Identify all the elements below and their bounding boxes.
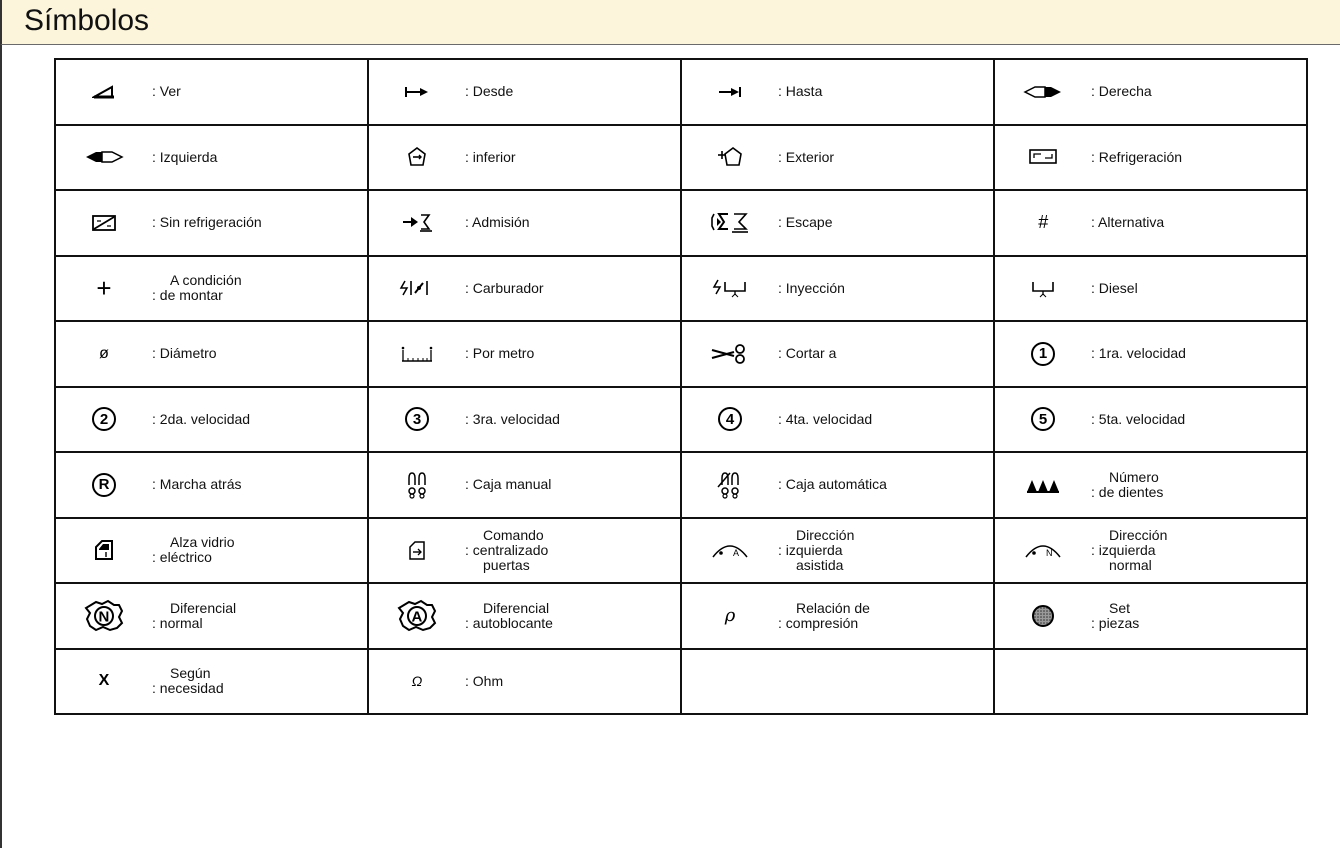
symbol-label — [465, 601, 553, 631]
right-arrow-icon — [995, 72, 1091, 112]
symbol-label — [1091, 215, 1164, 230]
symbol-label — [778, 281, 845, 296]
symbol-label-line: : eléctrico — [152, 549, 212, 566]
hash-icon: # — [1037, 212, 1048, 233]
symbol-cell — [55, 190, 368, 256]
symbol-label-line: : de dientes — [1091, 483, 1164, 500]
symbol-cell — [55, 583, 368, 649]
symbol-label — [1091, 470, 1163, 500]
symbol-label — [152, 666, 224, 696]
symbol-label-line: : Marcha atrás — [152, 476, 242, 493]
symbol-label-line: : Refrigeración — [1091, 148, 1183, 165]
symbol-label-line: : piezas — [1091, 614, 1140, 631]
left-arrow-icon — [56, 137, 152, 177]
symbol-cell — [368, 321, 681, 387]
symbol-label — [1091, 528, 1167, 573]
teeth-icon — [995, 465, 1091, 505]
table-row — [55, 387, 1307, 453]
symbol-cell — [994, 452, 1307, 518]
symbol-cell — [368, 256, 681, 322]
symbol-cell — [681, 649, 994, 715]
symbols-table — [54, 58, 1308, 715]
symbol-label — [1091, 346, 1186, 361]
symbol-label-line: : Diámetro — [152, 345, 217, 362]
symbol-label — [1091, 84, 1152, 99]
symbol-label — [152, 412, 250, 427]
intake-icon — [369, 203, 465, 243]
symbol-label — [465, 477, 551, 492]
symbol-label-line: Dirección — [796, 526, 855, 543]
svg-text:A: A — [733, 548, 740, 559]
symbol-cell — [994, 518, 1307, 584]
symbol-cell — [55, 59, 368, 125]
table-row — [55, 256, 1307, 322]
symbol-label-line: : Admisión — [465, 214, 530, 231]
symbol-cell — [994, 649, 1307, 715]
symbol-label — [465, 528, 548, 573]
symbol-cell — [55, 452, 368, 518]
symbol-label-line: Dirección — [1109, 526, 1168, 543]
diesel-icon — [995, 268, 1091, 308]
gear-5-icon: 5 — [995, 399, 1091, 439]
normal-steering-icon — [995, 530, 1091, 570]
exterior-icon — [682, 137, 778, 177]
diameter-icon: ø — [99, 344, 109, 362]
symbol-label — [778, 528, 854, 573]
symbol-label-line: Alza vidrio — [170, 534, 235, 551]
symbol-label-line: Diferencial — [170, 599, 237, 616]
symbol-cell — [681, 518, 994, 584]
exhaust-icon — [682, 203, 778, 243]
self-locking-differential-icon — [369, 596, 465, 636]
gear-3-icon: 3 — [369, 399, 465, 439]
symbol-cell — [994, 583, 1307, 649]
arrow-to-icon — [682, 72, 778, 112]
arrow-from-icon — [369, 72, 465, 112]
symbol-label-line: : izquierda — [778, 541, 843, 558]
symbol-cell — [55, 256, 368, 322]
symbol-label — [465, 412, 560, 427]
symbol-label-line: : 5ta. velocidad — [1091, 410, 1186, 427]
compression-ratio-icon: ρ — [724, 605, 736, 627]
symbol-cell — [681, 125, 994, 191]
symbol-label — [465, 281, 544, 296]
symbol-label-line: : Cortar a — [778, 345, 837, 362]
scissors-icon — [682, 334, 778, 374]
symbol-cell — [368, 190, 681, 256]
page-title: Símbolos — [24, 4, 150, 37]
symbol-cell — [681, 256, 994, 322]
symbol-cell — [368, 387, 681, 453]
symbol-label-line: : autoblocante — [465, 614, 553, 631]
plus-icon: + — [96, 272, 112, 303]
symbol-label-line: : Diesel — [1091, 279, 1138, 296]
symbol-label — [465, 215, 530, 230]
symbol-label-line: Número — [1109, 468, 1159, 485]
table-row — [55, 649, 1307, 715]
symbol-label — [152, 535, 235, 565]
symbol-label-line: : Hasta — [778, 83, 823, 100]
symbol-label-line: Set — [1109, 599, 1131, 616]
symbol-cell — [368, 125, 681, 191]
symbol-cell — [994, 125, 1307, 191]
symbol-cell — [994, 256, 1307, 322]
symbol-label-line: : Derecha — [1091, 83, 1152, 100]
gear-4-icon: 4 — [682, 399, 778, 439]
symbol-label-line: asistida — [796, 556, 844, 573]
wedge-icon — [56, 72, 152, 112]
symbol-label — [152, 477, 241, 492]
symbol-label-line: : de montar — [152, 287, 223, 304]
symbol-cell — [55, 321, 368, 387]
symbol-cell — [681, 59, 994, 125]
symbol-label-line: puertas — [483, 556, 530, 573]
page-header — [0, 0, 1340, 45]
table-row — [55, 452, 1307, 518]
symbol-label — [152, 346, 217, 361]
symbol-cell — [681, 452, 994, 518]
table-row — [55, 583, 1307, 649]
symbol-label — [778, 601, 870, 631]
symbol-label — [152, 601, 236, 631]
symbol-cell — [55, 387, 368, 453]
symbol-cell — [368, 649, 681, 715]
symbol-label-line: : 1ra. velocidad — [1091, 345, 1186, 362]
symbol-label — [778, 84, 822, 99]
symbol-cell — [681, 190, 994, 256]
symbol-label — [778, 412, 872, 427]
symbol-cell — [55, 518, 368, 584]
symbol-cell — [681, 387, 994, 453]
symbol-label-line: : Ohm — [465, 672, 504, 689]
manual-gearbox-icon — [369, 465, 465, 505]
gear-1-icon: 1 — [995, 334, 1091, 374]
symbol-label — [465, 150, 516, 165]
symbol-cell — [994, 59, 1307, 125]
symbol-cell — [55, 125, 368, 191]
cooling-icon — [995, 137, 1091, 177]
symbol-label-line: : centralizado — [465, 541, 549, 558]
symbol-cell — [994, 190, 1307, 256]
symbol-label — [778, 477, 887, 492]
symbol-label-line: Diferencial — [483, 599, 550, 616]
symbol-label-line: : 2da. velocidad — [152, 410, 251, 427]
symbol-label-line: : Caja manual — [465, 476, 552, 493]
symbol-cell — [368, 59, 681, 125]
power-window-icon — [56, 530, 152, 570]
table-row — [55, 59, 1307, 125]
symbol-label-line: : Carburador — [465, 279, 544, 296]
normal-differential-icon — [56, 596, 152, 636]
symbol-label-line: : Inyección — [778, 279, 845, 296]
symbol-cell — [681, 321, 994, 387]
inner-icon — [369, 137, 465, 177]
symbol-label-line: : Por metro — [465, 345, 535, 362]
gear-2-icon: 2 — [56, 399, 152, 439]
symbol-cell — [55, 649, 368, 715]
symbol-label-line: : normal — [152, 614, 203, 631]
symbol-label — [778, 346, 836, 361]
symbol-label — [778, 215, 832, 230]
symbol-label-line: : necesidad — [152, 680, 224, 697]
symbol-label-line: : Escape — [778, 214, 833, 231]
svg-text:N: N — [98, 608, 110, 626]
symbol-cell — [368, 518, 681, 584]
symbol-label-line: : Izquierda — [152, 148, 218, 165]
symbol-label — [152, 84, 181, 99]
symbol-label-line: : 4ta. velocidad — [778, 410, 873, 427]
symbol-label-line: Comando — [483, 526, 544, 543]
symbol-label-line: : Ver — [152, 83, 181, 100]
symbol-label-line: : Exterior — [778, 148, 835, 165]
symbol-label — [465, 84, 513, 99]
symbol-cell — [681, 583, 994, 649]
as-needed-icon: X — [98, 672, 110, 690]
table-row — [55, 190, 1307, 256]
symbol-label-line: : Desde — [465, 83, 514, 100]
carburetor-icon — [369, 268, 465, 308]
symbol-label — [465, 346, 534, 361]
symbol-label — [1091, 601, 1139, 631]
symbol-label-line: : Alternativa — [1091, 214, 1165, 231]
svg-text:A: A — [411, 608, 423, 626]
central-locking-icon — [369, 530, 465, 570]
no-cooling-icon — [56, 203, 152, 243]
symbol-label-line: : 3ra. velocidad — [465, 410, 560, 427]
symbol-label — [152, 215, 262, 230]
table-row — [55, 125, 1307, 191]
symbol-label-line: : Caja automática — [778, 476, 887, 493]
symbol-label-line: A condición — [170, 272, 242, 289]
symbol-label — [152, 150, 217, 165]
per-meter-icon — [369, 334, 465, 374]
symbol-cell — [994, 321, 1307, 387]
symbol-label-line: : inferior — [465, 148, 516, 165]
injection-icon — [682, 268, 778, 308]
symbol-label — [1091, 281, 1138, 296]
symbol-label — [778, 150, 834, 165]
svg-text:N: N — [1046, 548, 1053, 559]
automatic-gearbox-icon — [682, 465, 778, 505]
symbol-label — [1091, 150, 1182, 165]
symbol-cell — [994, 387, 1307, 453]
symbol-label — [1091, 412, 1185, 427]
reverse-icon: R — [56, 465, 152, 505]
symbol-cell — [368, 583, 681, 649]
symbol-label — [152, 273, 242, 303]
symbol-label — [465, 674, 503, 689]
assisted-steering-icon — [682, 530, 778, 570]
symbol-label-line: Relación de — [796, 599, 870, 616]
ohm-icon: Ω — [411, 673, 423, 690]
symbol-label-line: : compresión — [778, 614, 859, 631]
symbol-label-line: Según — [170, 665, 211, 682]
symbol-label-line: : izquierda — [1091, 541, 1156, 558]
parts-set-icon — [995, 596, 1091, 636]
symbol-label-line: normal — [1109, 556, 1152, 573]
symbol-cell — [368, 452, 681, 518]
table-row — [55, 321, 1307, 387]
table-row — [55, 518, 1307, 584]
symbol-label-line: : Sin refrigeración — [152, 214, 262, 231]
